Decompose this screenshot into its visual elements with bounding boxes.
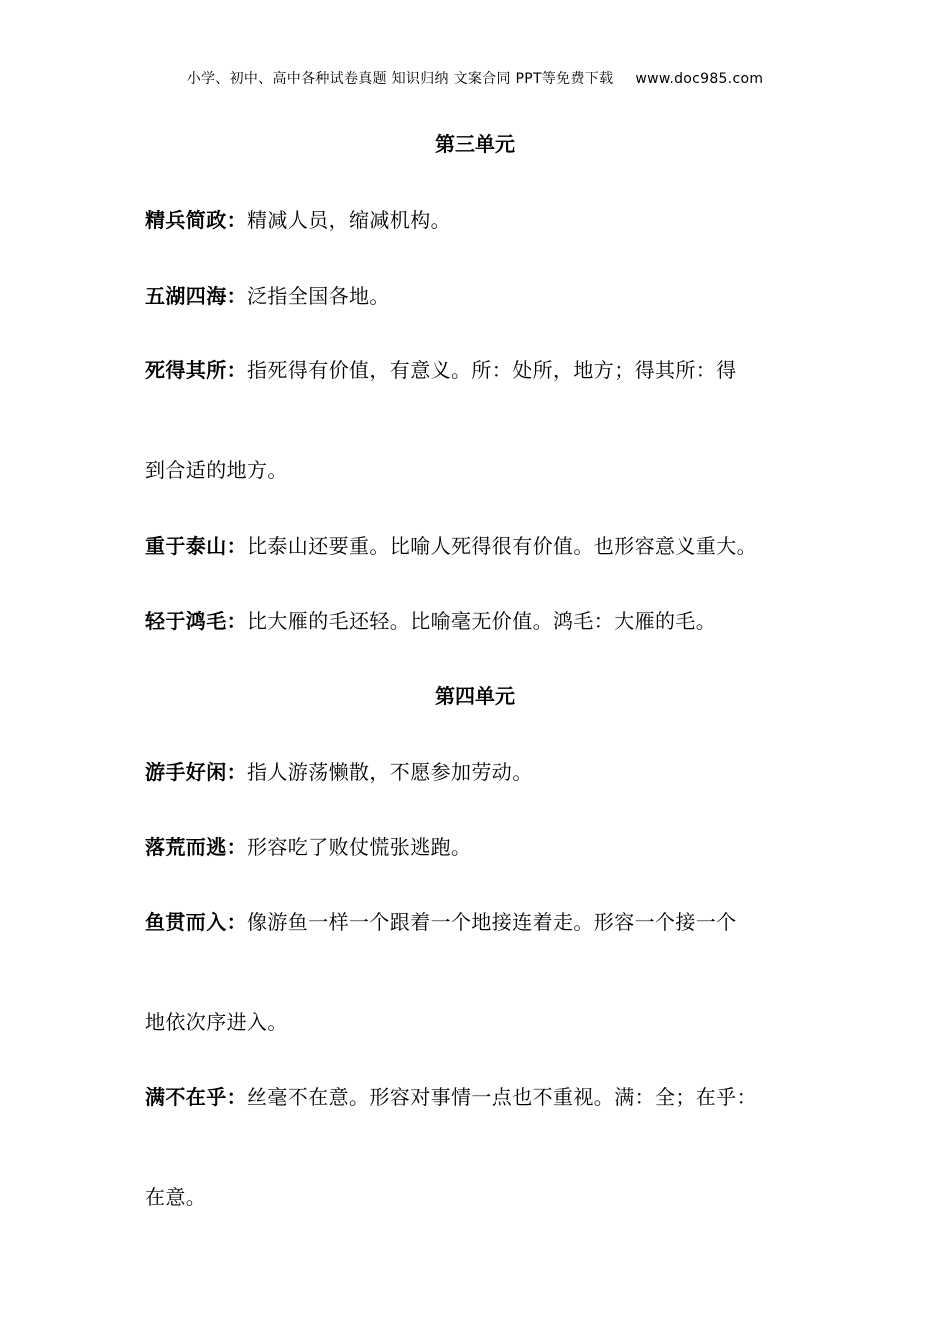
idiom-definition-continued: 在意。 bbox=[145, 1185, 207, 1209]
idiom-term: 鱼贯而入： bbox=[145, 910, 247, 934]
idiom-entry bbox=[145, 906, 835, 935]
idiom-definition: 丝毫不在意。形容对事情一点也不重视。满：全；在乎： bbox=[247, 1085, 757, 1109]
page-header bbox=[0, 68, 950, 88]
idiom-entry bbox=[145, 530, 835, 559]
idiom-term: 满不在乎： bbox=[145, 1085, 247, 1109]
idiom-entry bbox=[145, 354, 835, 383]
idiom-term: 精兵简政： bbox=[145, 208, 247, 232]
idiom-entry bbox=[145, 1081, 835, 1110]
idiom-entry bbox=[145, 756, 835, 785]
idiom-definition: 精减人员，缩减机构。 bbox=[247, 208, 451, 232]
idiom-term: 死得其所： bbox=[145, 358, 247, 382]
idiom-definition-continued: 地依次序进入。 bbox=[145, 1010, 288, 1034]
idiom-term: 游手好闲： bbox=[145, 760, 247, 784]
idiom-entry bbox=[145, 204, 835, 233]
idiom-definition: 泛指全国各地。 bbox=[247, 284, 390, 308]
idiom-term: 重于泰山： bbox=[145, 534, 247, 558]
idiom-definition-continued: 到合适的地方。 bbox=[145, 458, 288, 482]
idiom-definition: 比泰山还要重。比喻人死得很有价值。也形容意义重大。 bbox=[247, 534, 757, 558]
header-text: 小学、初中、高中各种试卷真题 知识归纳 文案合同 PPT等免费下载 bbox=[186, 71, 614, 87]
idiom-entry bbox=[145, 831, 835, 860]
idiom-definition: 形容吃了败仗慌张逃跑。 bbox=[247, 835, 472, 859]
idiom-term: 轻于鸿毛： bbox=[145, 609, 247, 633]
idiom-term: 落荒而逃： bbox=[145, 835, 247, 859]
idiom-definition: 比大雁的毛还轻。比喻毫无价值。鸿毛：大雁的毛。 bbox=[247, 609, 717, 633]
section-title-unit-3: 第三单元 bbox=[435, 132, 515, 156]
section-title-unit-4: 第四单元 bbox=[435, 684, 515, 708]
idiom-term: 五湖四海： bbox=[145, 284, 247, 308]
idiom-definition: 指人游荡懒散，不愿参加劳动。 bbox=[247, 760, 533, 784]
idiom-entry bbox=[145, 280, 835, 309]
idiom-definition: 像游鱼一样一个跟着一个地接连着走。形容一个接一个 bbox=[247, 910, 737, 934]
header-site-link[interactable]: www.doc985.com bbox=[635, 71, 764, 87]
idiom-entry bbox=[145, 605, 835, 634]
idiom-definition: 指死得有价值，有意义。所：处所，地方；得其所：得 bbox=[247, 358, 737, 382]
